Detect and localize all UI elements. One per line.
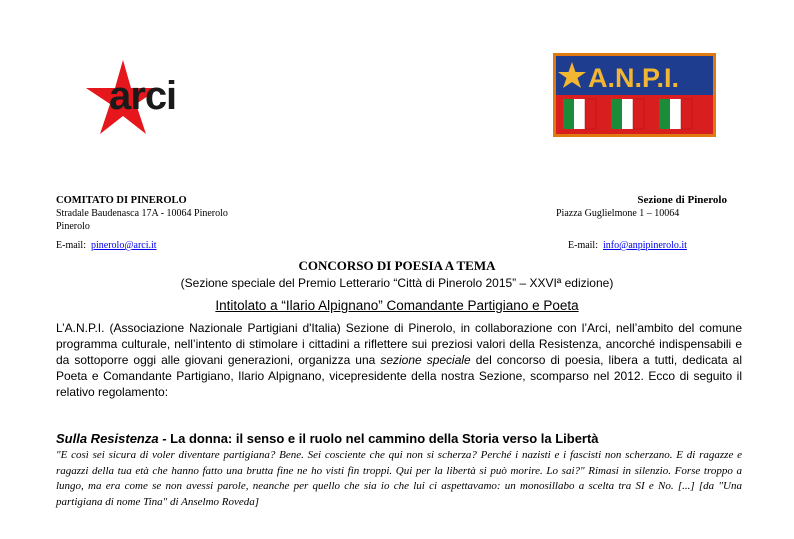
theme-heading — [56, 431, 599, 446]
anpi-email — [568, 240, 687, 251]
anpi-logo-text: A.N.P.I. — [588, 63, 680, 93]
arci-address-line1: Stradale Baudenasca 17A - 10064 Pinerolo — [56, 208, 228, 219]
arci-email — [56, 240, 157, 251]
intro-paragraph — [56, 320, 742, 400]
anpi-email-label: E-mail: — [568, 240, 598, 251]
anpi-address-block — [556, 194, 727, 220]
document-dedication: Intitolato a “Ilario Alpignano” Comandante Partigiano e Poeta — [215, 298, 579, 313]
intro-emphasis: sezione speciale — [380, 353, 471, 367]
anpi-section-name: Sezione di Pinerolo — [637, 194, 727, 206]
arci-address-line2: Pinerolo — [56, 221, 90, 232]
intro-part2: del concorso di poesia, libera a tutti, dedicata al Poeta e Comandante Partigiano, Ilario Alpignano, vicepresidente della nostra Sezione, scomparso nel 2012. Ecco di seguito il relativo regolamento: — [56, 353, 742, 399]
arci-logo — [82, 52, 212, 142]
arci-email-label: E-mail: — [56, 240, 86, 251]
italian-flags-icon — [563, 99, 692, 129]
anpi-logo — [553, 53, 716, 137]
arci-org-name: COMITATO DI PINEROLO — [56, 195, 187, 206]
arci-email-link[interactable]: pinerolo@arci.it — [91, 240, 157, 251]
document-subtitle: (Sezione speciale del Premio Letterario “Città di Pinerolo 2015” – XXVIª edizione) — [180, 276, 614, 290]
intro-part1: L’A.N.P.I. (Associazione Nazionale Partigiani d'Italia) Sezione di Pinerolo, in collaborazione con l’Arci, nell’ambito del comune programma culturale, nell’intento di stimolare i cittadini a riflettere sui preziosi valori della Resistenza, ancorché indispensabili e da sottoporre oggi alle giovani generazioni, organizza una — [56, 321, 742, 367]
anpi-email-link[interactable]: info@anpipinerolo.it — [603, 240, 687, 251]
document-title: CONCORSO DI POESIA A TEMA — [298, 258, 496, 273]
theme-label: Sulla Resistenza - — [56, 431, 171, 446]
theme-quote: "E così sei sicura di voler diventare partigiana? Bene. Sei cosciente che qui non si scherza? Perché i nazisti e i fascisti non scherzano. E di ragazze e ragazzi della tua età che hanno fatto una brutta fine ne ho visti fin troppi. Qui per la libertà si può morire. Lo sai?" Rimasi in silenzio. Forse troppo a lungo, ma era come se non avessi parole, neanche per quello che sia io che lui ci aspettavamo: un monosillabo a scelta tra SI e No. [...] [da "Una partigiana di nome Tina" di Anselmo Roveda] — [56, 449, 742, 508]
theme-text: La donna: il senso e il ruolo nel cammino della Storia verso la Libertà — [170, 431, 599, 446]
arci-logo-text: arci — [109, 74, 177, 118]
anpi-address-line: Piazza Guglielmone 1 – 10064 — [556, 208, 680, 219]
arci-address-block — [56, 194, 228, 233]
